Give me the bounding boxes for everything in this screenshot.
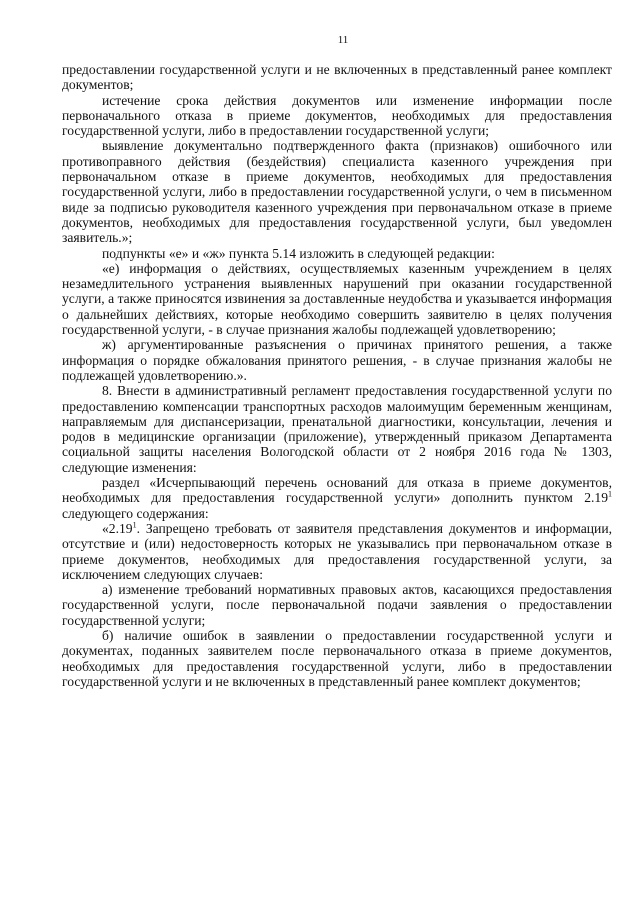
top-paragraph: выявление документально подтвержденного факта (признаков) ошибочного или противоправного действия (бездействия) специалиста казенного учреждения при первоначальном отказе в приеме документов, необходимых для предоставления государственной услуги, либо в предоставлении государственной услуги, о чем в письменном виде за подписью руководителя казенного учреждения при первоначальном отказе в приеме документов, необходимых для предоставления государственной услуги, был уведомлен заявитель.»;	[62, 138, 612, 246]
tail-paragraph: а) изменение требований нормативных правовых актов, касающихся предоставления государственной услуги, после первоначальной подачи заявления о предоставлении государственной услуги;	[62, 582, 612, 628]
section-text-after: следующего содержания:	[62, 505, 209, 521]
paragraph-group-tail	[62, 582, 612, 689]
quote-superscript: 1	[132, 520, 137, 530]
top-paragraph: ж) аргументированные разъяснения о причинах принятого решения, а также информация о порядке обжалования принятого решения, - в случае признания жалобы не подлежащей удовлетворению.».	[62, 337, 612, 383]
paragraph-section-addition	[62, 475, 612, 521]
paragraph-quote-2-19-1	[62, 521, 612, 582]
paragraph-group-top	[62, 62, 612, 475]
quote-text-after: . Запрещено требовать от заявителя представления документов и информации, отсутствие и (или) недостоверность которых не указывались при первоначальном отказе в приеме документов, необходимых для предоставления государственной услуги, за исключением следующих случаев:	[62, 520, 612, 582]
tail-paragraph: б) наличие ошибок в заявлении о предоставлении государственной услуги и документах, поданных заявителем после первоначального отказа в приеме документов, необходимых для предоставления государственной услуги, либо в предоставлении государственной услуги и не включенных в представленный ранее комплект документов;	[62, 627, 612, 689]
top-paragraph: истечение срока действия документов или изменение информации после первоначального отказа в приеме документов, необходимых для предоставления государственной услуги, либо в предоставлении государственной услуги;	[62, 92, 612, 139]
section-superscript: 1	[608, 489, 612, 499]
top-paragraph: 8. Внести в административный регламент предоставления государственной услуги по предоставлению компенсации транспортных расходов малоимущим беременным женщинам, направляемым для диспансеризации, пренатальной диагностики, консультации, лечения и родов в медицинские организации (приложение), утвержденный приказом Департамента социальной защиты населения Вологодской области от 2 ноября 2016 года № 1303, следующие изменения:	[62, 383, 612, 475]
section-text-before: раздел «Исчерпывающий перечень оснований для отказа в приеме документов, необходимых для предоставления государственной услуги» дополнить пунктом 2.19	[62, 475, 612, 506]
top-paragraph: подпункты «е» и «ж» пункта 5.14 изложить в следующей редакции:	[102, 245, 495, 261]
top-paragraph: предоставлении государственной услуги и не включенных в представленный ранее комплект документов;	[62, 62, 612, 93]
top-paragraph: «е) информация о действиях, осуществляемых казенным учреждением в целях незамедлительного устранения выявленных нарушений при оказании государственной услуги, а также приносятся извинения за доставленные неудобства и указывается информация о дальнейших действиях, которые необходимо совершить заявителю в целях получения государственной услуги, - в случае признания жалобы подлежащей удовлетворению;	[62, 260, 612, 338]
page-number: 11	[337, 34, 349, 46]
quote-text-before: «2.19	[102, 520, 133, 536]
document-body	[62, 62, 612, 689]
